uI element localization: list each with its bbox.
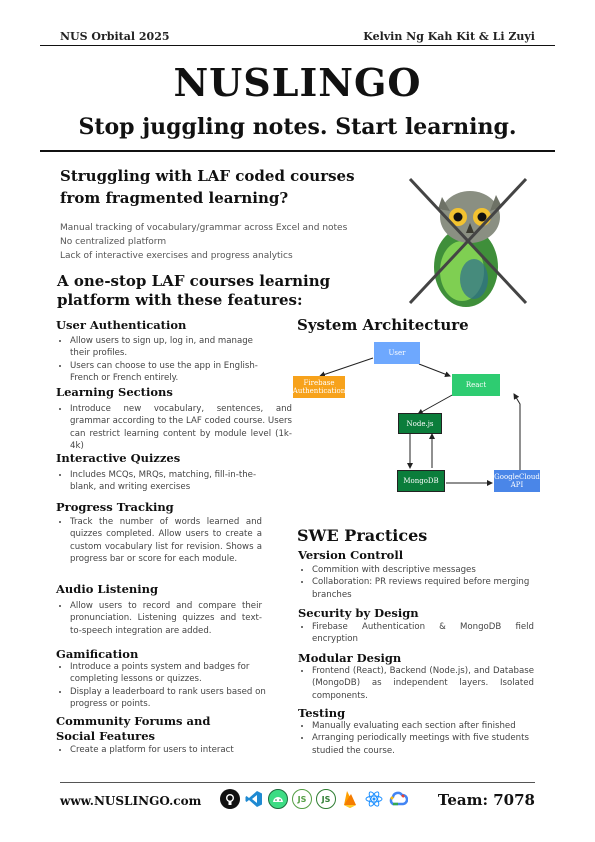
event-label: NUS Orbital 2025	[60, 30, 170, 43]
section-title: Version Controll	[298, 548, 404, 562]
problem-point: No centralized platform	[60, 237, 167, 247]
list-item: • Commition with descriptive messages	[312, 564, 534, 576]
list-item: • Users can choose to use the app in English-French or French entirely.	[70, 360, 262, 385]
node-firebase	[293, 376, 345, 398]
section-title: Progress Tracking	[56, 500, 174, 514]
feature-progress	[56, 500, 262, 566]
node-gcloud-label: GoogleCloud API	[494, 473, 540, 489]
section-title: Testing	[298, 706, 346, 720]
architecture-diagram	[290, 340, 540, 500]
brand-title: NUSLINGO	[173, 60, 422, 105]
swe-security	[298, 606, 534, 646]
section-title: Modular Design	[298, 651, 402, 665]
section-title	[56, 714, 266, 744]
features-title-line-1: A one-stop LAF courses learning	[57, 272, 331, 290]
node-mongodb-label: MongoDB	[403, 477, 439, 485]
section-title: Audio Listening	[56, 582, 159, 596]
list-item: • Introduce a points system and badges for completing lessons or quizzes.	[70, 661, 268, 686]
node-user	[374, 342, 420, 364]
problem-title-line-1: Struggling with LAF coded courses	[60, 167, 355, 185]
section-title: User Authentication	[56, 318, 187, 332]
section-title-line-1: Community Forums and	[56, 714, 211, 728]
list-item: • Collaboration: PR reviews required before merging branches	[312, 576, 534, 601]
architecture-title: System Architecture	[297, 316, 469, 334]
list-item: • Display a leaderboard to rank users based on progress or points.	[70, 686, 268, 711]
android-studio-icon	[268, 789, 288, 809]
owl-icon	[404, 175, 532, 307]
section-title: Security by Design	[298, 606, 419, 620]
swe-testing	[298, 706, 534, 757]
node-user-label: User	[388, 349, 406, 357]
github-icon	[220, 789, 240, 809]
node-firebase-label: Firebase Authentication	[292, 379, 346, 395]
arrow-react-node	[418, 394, 454, 414]
section-title-line-2: Social Features	[56, 729, 155, 743]
problem-list	[60, 221, 380, 263]
features-title-line-2: platform with these features:	[57, 291, 303, 309]
feature-user-auth	[56, 318, 262, 385]
problem-point: Manual tracking of vocabulary/grammar across Excel and notes	[60, 223, 348, 233]
arrow-user-firebase	[320, 358, 373, 376]
header-divider	[40, 45, 555, 46]
features-title	[57, 272, 330, 310]
node-nodejs-label: Node.js	[406, 419, 434, 428]
feature-learning-sections	[56, 385, 292, 453]
list-item: • Firebase Authentication & MongoDB field encryption	[312, 621, 534, 646]
swe-modular	[298, 651, 534, 702]
list-item: • Frontend (React), Backend (Node.js), and Database (MongoDB) as independent layers. Isolated components.	[312, 665, 534, 702]
tagline: Stop juggling notes. Start learning.	[78, 114, 517, 140]
react-icon	[364, 789, 384, 809]
list-item: • Introduce new vocabulary, sentences, and grammar according to the LAF coded course. Users can restrict learning content by module level (1k-4k)	[70, 403, 292, 453]
vscode-icon	[244, 789, 264, 809]
list-item: • Create a platform for users to interact	[70, 744, 266, 756]
arrow-gcloud-react	[514, 394, 520, 470]
swe-title: SWE Practices	[297, 526, 428, 545]
list-item: • Includes MCQs, MRQs, matching, fill-in-the-blank, and writing exercises	[70, 469, 266, 494]
section-title: Learning Sections	[56, 385, 173, 399]
feature-gamification	[56, 647, 268, 711]
list-item: • Allow users to sign up, log in, and manage their profiles.	[70, 335, 262, 360]
google-cloud-icon	[388, 789, 408, 809]
arrow-user-react	[419, 364, 450, 376]
node-nodejs	[398, 413, 442, 434]
team-label: Team: 7078	[437, 791, 535, 809]
javascript-icon: JS	[316, 789, 336, 809]
feature-audio	[56, 582, 262, 637]
feature-quizzes	[56, 451, 266, 494]
firebase-icon	[340, 789, 360, 809]
list-item: • Track the number of words learned and quizzes completed. Allow users to create a custom vocabulary list for revision. Shows a progress bar or score for each module.	[70, 516, 262, 566]
title-divider	[40, 150, 555, 152]
problem-title	[60, 165, 355, 209]
tech-icons	[220, 789, 408, 809]
footer-divider	[60, 782, 535, 783]
website-link[interactable]: www.NUSLINGO.com	[60, 794, 202, 808]
node-react-label: React	[465, 381, 487, 389]
authors-label: Kelvin Ng Kah Kit & Li Zuyi	[363, 30, 535, 43]
swe-version-control	[298, 548, 534, 601]
nodejs-icon: JS	[292, 789, 312, 809]
node-react	[452, 374, 500, 396]
list-item: • Allow users to record and compare their pronunciation. Listening quizzes and text-to-speech integration are added.	[70, 600, 262, 637]
problem-point: Lack of interactive exercises and progress analytics	[60, 251, 293, 261]
list-item: • Manually evaluating each section after finished	[312, 720, 534, 732]
node-gcloud	[494, 470, 540, 492]
list-item: • Arranging periodically meetings with five students studied the course.	[312, 732, 534, 757]
node-mongodb	[397, 470, 445, 492]
problem-title-line-2: from fragmented learning?	[60, 189, 289, 207]
section-title: Gamification	[56, 647, 139, 661]
crossed-owl-image	[404, 175, 532, 307]
feature-community	[56, 714, 266, 756]
section-title: Interactive Quizzes	[56, 451, 181, 465]
